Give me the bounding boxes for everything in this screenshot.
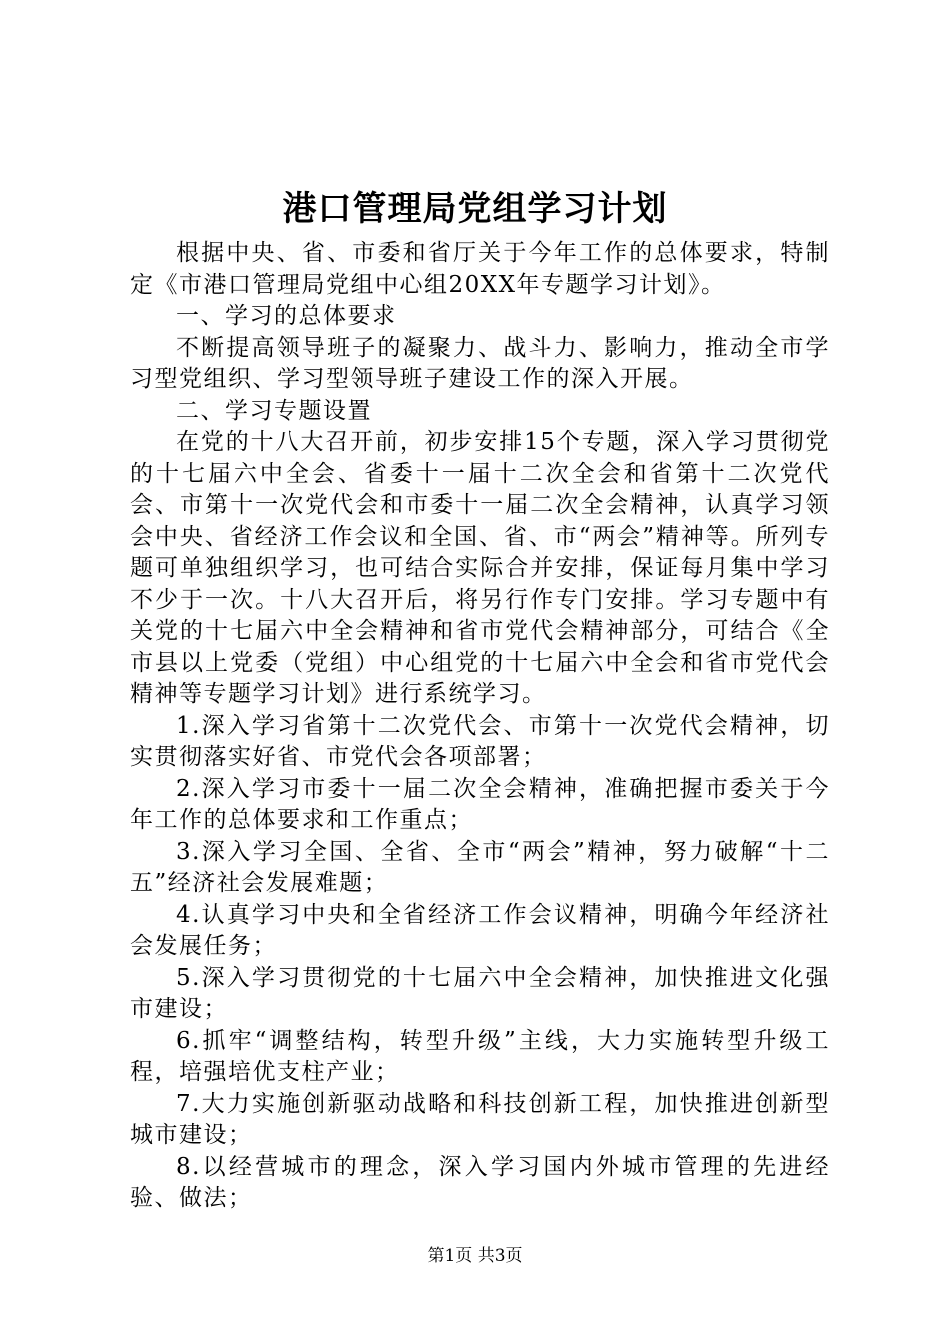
list-item-4: 4.认真学习中央和全省经济工作会议精神，明确今年经济社会发展任务； (130, 901, 830, 959)
list-item-5: 5.深入学习贯彻党的十七届六中全会精神，加快推进文化强市建设； (130, 964, 830, 1022)
list-item-7: 7.大力实施创新驱动战略和科技创新工程，加快推进创新型城市建设； (130, 1090, 830, 1148)
section-1-paragraph: 不断提高领导班子的凝聚力、战斗力、影响力，推动全市学习型党组织、学习型领导班子建设工作的深入开展。 (130, 334, 830, 392)
intro-paragraph: 根据中央、省、市委和省厅关于今年工作的总体要求，特制定《市港口管理局党组中心组20XX年专题学习计划》。 (130, 240, 830, 298)
section-heading-2: 二、学习专题设置 (176, 397, 372, 424)
list-item-1: 1.深入学习省第十二次党代会、市第十一次党代会精神，切实贯彻落实好省、市党代会各项部署； (130, 712, 830, 770)
list-item-8: 8.以经营城市的理念，深入学习国内外城市管理的先进经验、做法； (130, 1153, 830, 1211)
document-title: 港口管理局党组学习计划 (282, 189, 668, 229)
list-item-3: 3.深入学习全国、全省、全市“两会”精神，努力破解“十二五”经济社会发展难题； (130, 838, 830, 896)
page-number-footer: 第1页 共3页 (427, 1246, 523, 1266)
list-item-2: 2.深入学习市委十一届二次全会精神，准确把握市委关于今年工作的总体要求和工作重点； (130, 775, 830, 833)
list-item-6: 6.抓牢“调整结构，转型升级”主线，大力实施转型升级工程，培强培优支柱产业； (130, 1027, 830, 1085)
section-heading-1: 一、学习的总体要求 (176, 303, 397, 329)
section-2-paragraph: 在党的十八大召开前，初步安排15个专题，深入学习贯彻党的十七届六中全会、省委十一届十二次全会和省第十二次党代会、市第十一次党代会和市委十一届二次全会精神，认真学习领会中央、省经济工作会议和全国、省、市“两会”精神等。所列专题可单独组织学习，也可结合实际合并安排，保证每月集中学习不少于一次。十八大召开后，将另行作专门安排。学习专题中有关党的十七届六中全会精神和省市党代会精神部分，可结合《全市县以上党委（党组）中心组党的十七届六中全会和省市党代会精神等专题学习计划》进行系统学习。 (130, 429, 830, 707)
document-body (130, 238, 830, 1215)
